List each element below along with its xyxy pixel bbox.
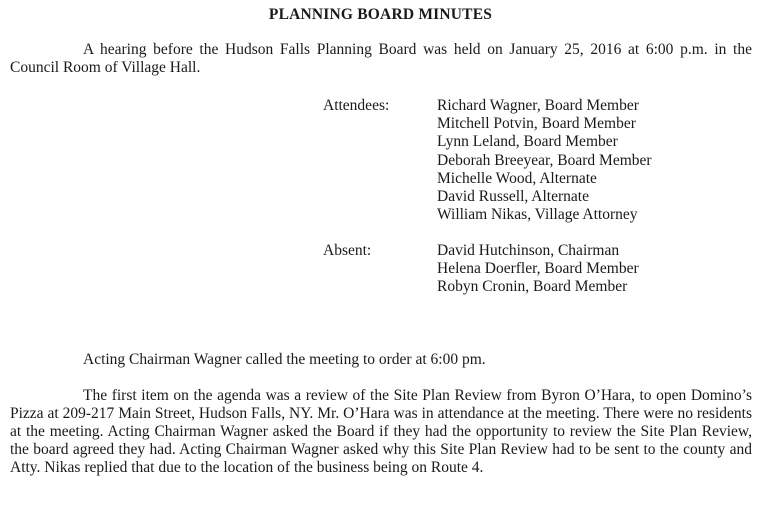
attendee-item: Lynn Leland, Board Member (437, 133, 618, 151)
attendee-item: William Nikas, Village Attorney (437, 206, 638, 224)
document-title: PLANNING BOARD MINUTES (268, 6, 493, 23)
absent-list (437, 242, 639, 297)
call-to-order-paragraph: Acting Chairman Wagner called the meeting to order at 6:00 pm. (83, 351, 486, 368)
absent-item: Helena Doerfler, Board Member (437, 260, 639, 278)
attendee-item: David Russell, Alternate (437, 187, 589, 205)
attendees-label: Attendees: (323, 97, 390, 114)
absent-item: Robyn Cronin, Board Member (437, 278, 628, 296)
attendee-item: Michelle Wood, Alternate (437, 169, 597, 187)
first-item-paragraph (10, 387, 752, 477)
intro-text: A hearing before the Hudson Falls Planning Board was held on January 25, 2016 at 6:00 p.m. in the Council Room of Village Hall. (10, 41, 752, 76)
first-item-text: The first item on the agenda was a review of the Site Plan Review from Byron O’Hara, to open Domino’s Pizza at 209-217 Main Street, Hudson Falls, NY. Mr. O’Hara was in attendance at the meeting. There were no residents at the meeting. Acting Chairman Wagner asked the Board if they had the opportunity to review the Site Plan Review, the board agreed they had. Acting Chairman Wagner asked why this Site Plan Review had to be sent to the county and Atty. Nikas replied that due to the location of the business being on Route 4. (10, 387, 752, 476)
intro-paragraph (10, 41, 752, 77)
attendees-list (437, 97, 652, 224)
attendee-item: Richard Wagner, Board Member (437, 97, 639, 114)
absent-label: Absent: (323, 242, 372, 259)
attendee-item: Mitchell Potvin, Board Member (437, 115, 636, 133)
absent-item: David Hutchinson, Chairman (437, 242, 620, 259)
attendee-item: Deborah Breeyear, Board Member (437, 151, 652, 169)
